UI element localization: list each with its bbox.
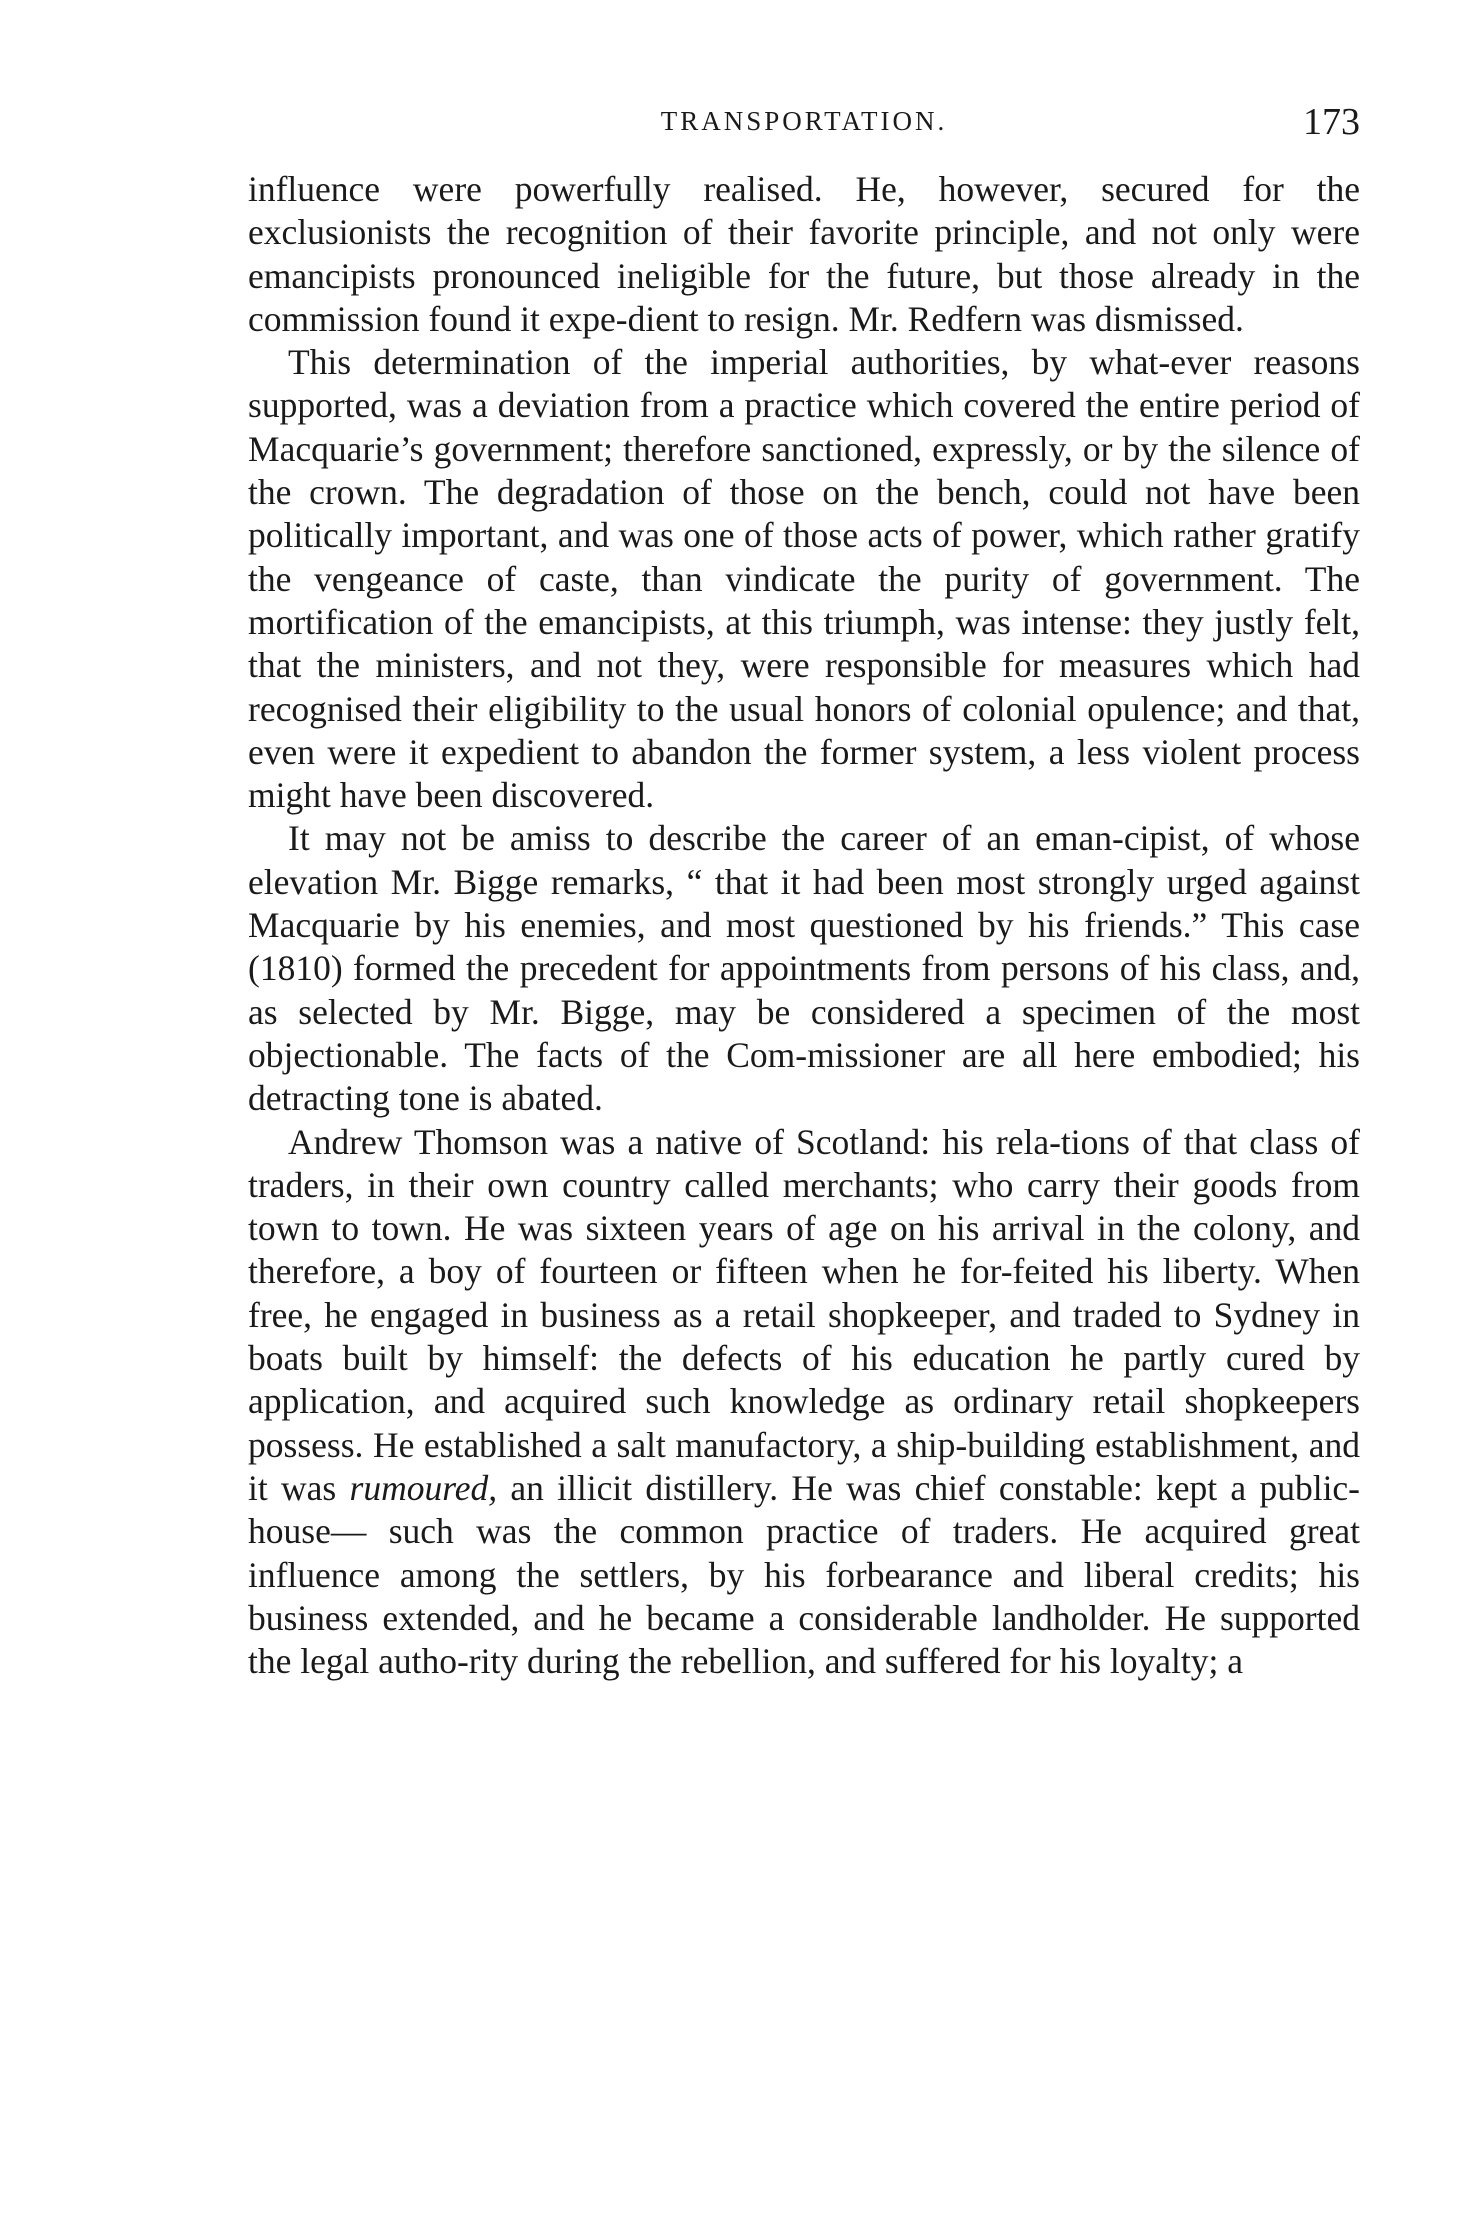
page-number: 173 (1303, 101, 1360, 143)
running-title: TRANSPORTATION. (660, 106, 948, 136)
italic-emphasis: rumoured, (349, 1467, 498, 1508)
body-text (248, 168, 1360, 1683)
paragraph-4-part-1: Andrew Thomson was a native of Scotland: his rela-tions of that class of traders, in their own country called merchants; who carry their goods from town to town. He was sixteen years of age on his arrival in the colony, and therefore, a boy of fourteen or fifteen when he for-feited his liberty. When free, he engaged in business as a retail shopkeeper, and traded to Sydney in boats built by himself: the defects of his education he partly cured by application, and acquired such knowledge as ordinary retail shopkeepers possess. He established a salt manufactory, a ship-building establishment, and it was (248, 1121, 1360, 1508)
paragraph-1: influence were powerfully realised. He, however, secured for the exclusionists the recognition of their favorite principle, and not only were emancipists pronounced ineligible for the future, but those already in the commission found it expe-dient to resign. Mr. Redfern was dismissed. (248, 169, 1360, 339)
running-header (248, 100, 1360, 156)
paragraph-2: This determination of the imperial authorities, by what-ever reasons supported, was a deviation from a practice which covered the entire period of Macquarie’s government; therefore sanctioned, expressly, or by the silence of the crown. The degradation of those on the bench, could not have been politically important, and was one of those acts of power, which rather gratify the vengeance of caste, than vindicate the purity of government. The mortification of the emancipists, at this triumph, was intense: they justly felt, that the ministers, and not they, were responsible for measures which had recognised their eligibility to the usual honors of colonial opulence; and that, even were it expedient to abandon the former system, a less violent process might have been discovered. (248, 342, 1360, 816)
paragraph-4 (248, 1121, 1360, 1684)
paragraph-3: It may not be amiss to describe the career of an eman-cipist, of whose elevation Mr. Bigge remarks, “ that it had been most strongly urged against Macquarie by his enemies, and most questioned by his friends.” This case (1810) formed the precedent for appointments from persons of his class, and, as selected by Mr. Bigge, may be considered a specimen of the most objectionable. The facts of the Com-missioner are all here embodied; his detracting tone is abated. (248, 818, 1360, 1119)
book-page (248, 100, 1360, 1683)
paragraph-4-part-2: an illicit distillery. He was chief constable: kept a public-house— such was the common practice of traders. He acquired great influence among the settlers, by his forbearance and liberal credits; his business extended, and he became a considerable landholder. He supported the legal autho-rity during the rebellion, and suffered for his loyalty; a (248, 1467, 1361, 1682)
